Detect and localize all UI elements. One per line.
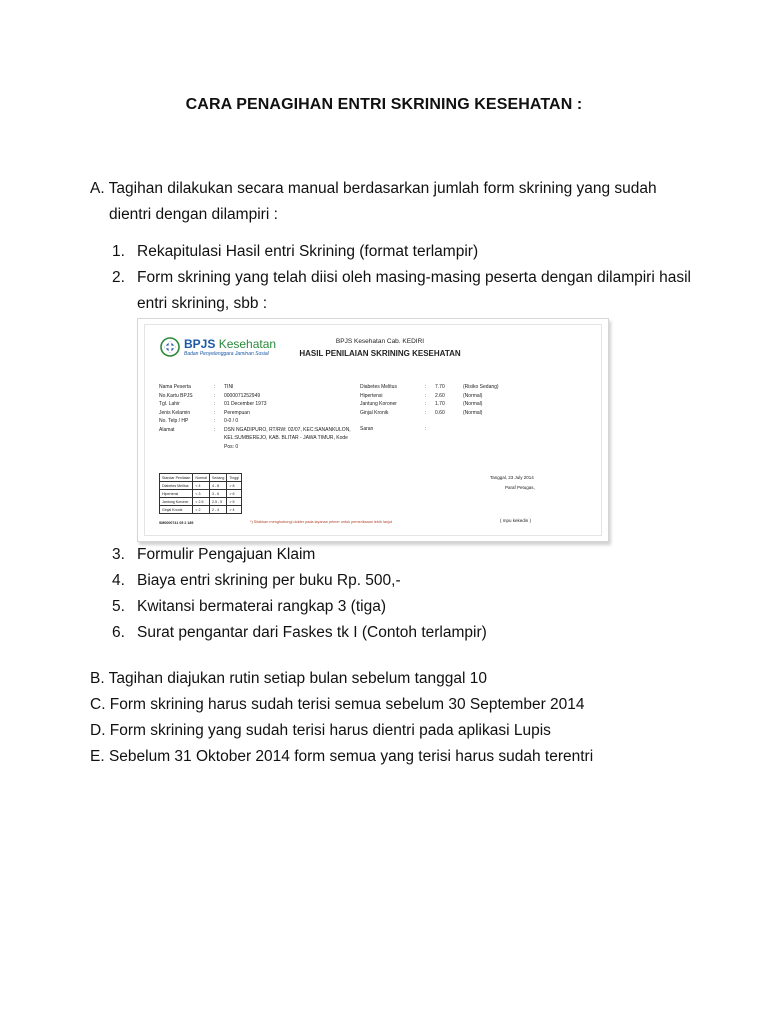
list-text: Kwitansi bermaterai rangkap 3 (tiga)	[137, 598, 386, 615]
standard-table	[159, 473, 242, 514]
point-b: B. Tagihan diajukan rutin setiap bulan sebelum tanggal 10	[90, 670, 487, 687]
list-number: 6.	[112, 624, 125, 641]
section-a-line1: A. Tagihan dilakukan secara manual berdasarkan jumlah form skrining yang sudah	[90, 180, 657, 197]
section-a-line2: dientri dengan dilampiri :	[109, 206, 278, 223]
list-text: Surat pengantar dari Faskes tk I (Contoh terlampir)	[137, 624, 487, 641]
list-number: 2.	[112, 269, 125, 286]
page-title: CARA PENAGIHAN ENTRI SKRINING KESEHATAN :	[185, 96, 583, 113]
numbered-list-top	[112, 239, 692, 317]
score-row: Diabetes Melitus : 7.70 (Risiko Sedang)	[360, 384, 499, 390]
point-c: C. Form skrining harus sudah terisi semua sebelum 30 September 2014	[90, 696, 585, 713]
field-row: No. Telp / HP : 0-0 / 0	[159, 418, 239, 424]
field-row: Jenis Kelamin : Perempuan	[159, 409, 250, 416]
score-row: Hipertensi : 2.60 (Normal)	[360, 392, 483, 399]
form-date: Tanggal, 23 July 2014	[490, 475, 534, 480]
form-heading: HASIL PENILAIAN SKRINING KESEHATAN	[299, 349, 461, 358]
table-row: Diabetes Melitus < 4 4 - 8 > 8	[160, 482, 242, 490]
point-d: D. Form skrining yang sudah terisi harus dientri pada aplikasi Lupis	[90, 722, 551, 739]
table-row: Hipertensi < 3 3 - 6 > 6	[160, 490, 242, 498]
list-text: Rekapitulasi Hasil entri Skrining (format terlampir)	[137, 243, 479, 260]
bpjs-logo	[160, 337, 276, 357]
list-item	[112, 239, 692, 265]
list-item	[112, 594, 692, 620]
list-number: 3.	[112, 546, 125, 563]
list-text: Formulir Pengajuan Klaim	[137, 546, 316, 563]
list-item	[112, 568, 692, 594]
field-row: No.Kartu BPJS : 0000071252949	[159, 392, 261, 399]
section-points	[90, 666, 710, 770]
score-fields	[360, 383, 560, 434]
list-item	[112, 542, 692, 568]
list-number: 4.	[112, 572, 125, 589]
form-footer-id: SM0000741 05 2 189	[159, 521, 194, 525]
bpjs-logo-icon	[160, 337, 180, 357]
list-text: Biaya entri skrining per buku Rp. 500,-	[137, 572, 401, 589]
score-row: Jantung Koroner : 1.70 (Normal)	[360, 401, 483, 407]
form-branch: BPJS Kesehatan Cab. KEDIRI	[335, 338, 425, 345]
table-row: Jantung Koroner < 2.5 2.5 - 5 > 5	[160, 498, 242, 506]
form-footer-note: *) Silahkan menghubungi dokter pada layanan primer untuk pemeriksaan lebih lanjut	[250, 520, 393, 524]
field-row: Nama Peserta : TINI	[159, 384, 234, 390]
field-row: Alamat : DSN NGADIPURO, RT/RW: 02/07, KEC:SANANKULON, KEL:SUMBEREJO, KAB. BLITAR - JAWA TIMUR, Kode Pos: 0	[159, 426, 351, 450]
logo-accent-text: Kesehatan	[218, 337, 277, 351]
list-item	[112, 265, 692, 317]
table-row: Ginjal Kronik < 2 2 - 4 > 4	[160, 506, 242, 514]
list-text: Form skrining yang telah diisi oleh masing-masing peserta dengan dilampiri hasil entri skrining, sbb :	[137, 269, 691, 312]
form-sign-label: Paraf Petugas,	[505, 485, 535, 490]
field-row: Tgl. Lahir : 01 December 1973	[159, 401, 267, 407]
score-row: Saran :	[360, 426, 427, 432]
section-a	[90, 176, 710, 228]
logo-subtitle: Badan Penyelenggara Jaminan Sosial	[184, 351, 269, 357]
list-number: 1.	[112, 243, 125, 260]
numbered-list-bottom	[112, 542, 692, 646]
score-row: Ginjal Kronik : 0.60 (Normal)	[360, 409, 483, 416]
form-officer: ( mpu kekedin )	[500, 518, 532, 523]
point-e: E. Sebelum 31 Oktober 2014 form semua yang terisi harus sudah terentri	[90, 748, 594, 765]
list-item	[112, 620, 692, 646]
form-frame	[144, 324, 602, 536]
logo-main-text: BPJS	[184, 337, 216, 351]
skrining-result-image	[137, 318, 609, 542]
participant-fields	[159, 383, 359, 451]
list-number: 5.	[112, 598, 125, 615]
table-header-row: Standar Penilaian Normal Sedang Tinggi	[160, 474, 242, 482]
